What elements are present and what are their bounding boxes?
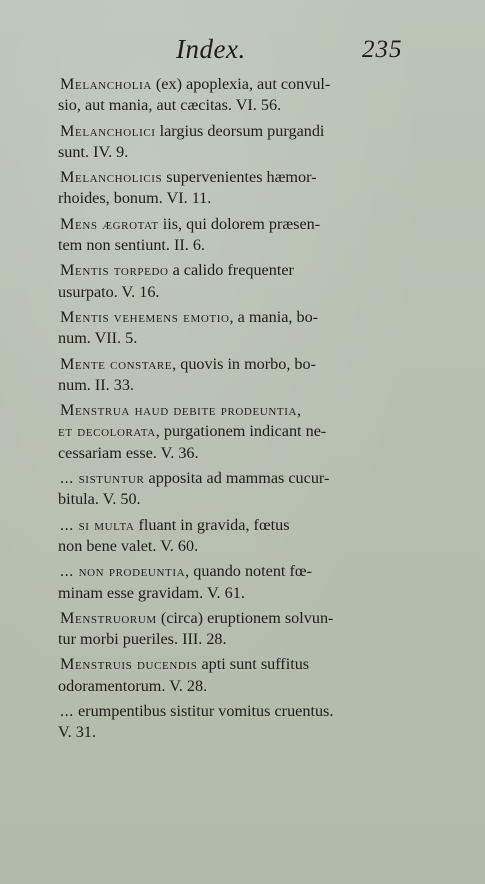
entry-text: , (297, 401, 302, 420)
entry-line (60, 307, 410, 328)
entry-text: largius deorsum purgandi (155, 121, 325, 140)
entry-heading: ... non prodeuntia (60, 562, 186, 581)
entry-line: tem non sentiunt. II. 6. (58, 236, 206, 255)
index-entry (60, 468, 410, 511)
entry-text: , quovis in morbo, bo- (172, 354, 317, 373)
entry-heading: Menstrua haud debite prodeuntia (60, 401, 298, 420)
entry-line (60, 515, 410, 536)
entry-line: V. 31. (58, 723, 96, 742)
entry-line (60, 121, 410, 142)
index-list (60, 74, 410, 748)
entry-line (60, 400, 410, 421)
entry-text: , quando notent fœ- (185, 562, 312, 581)
entry-line (60, 354, 410, 375)
entry-line (60, 214, 410, 235)
index-entry (60, 354, 410, 397)
index-entry (60, 654, 410, 697)
entry-heading-continued: et decolorata (58, 422, 156, 441)
entry-text: (ex) apoplexia, aut convul- (151, 75, 331, 93)
entry-line (60, 167, 410, 188)
entry-line: non bene valet. V. 60. (58, 536, 199, 555)
entry-text: apti sunt suffitus (197, 655, 310, 674)
index-entry (60, 74, 410, 117)
entry-text: supervenientes hæmor- (162, 168, 317, 187)
index-entry (60, 561, 410, 604)
entry-line: usurpato. V. 16. (58, 282, 160, 301)
entry-text: , a mania, bo- (229, 307, 319, 326)
index-entry (60, 608, 410, 651)
entry-line (58, 421, 410, 442)
entry-heading: Menstruorum (60, 608, 157, 627)
index-entry (60, 214, 410, 257)
entry-heading: ... (60, 702, 74, 721)
entry-line: sunt. IV. 9. (58, 142, 129, 161)
entry-heading: ... sistuntur (60, 469, 145, 488)
index-entry (60, 400, 410, 464)
entry-line (60, 701, 410, 722)
entry-line (60, 654, 410, 675)
entry-line: cessariam esse. V. 36. (58, 443, 199, 462)
entry-heading: Menstruis ducendis (60, 655, 198, 674)
entry-heading: Melancholia (60, 75, 152, 93)
index-entry (60, 121, 410, 164)
entry-line (60, 608, 410, 629)
index-entry (60, 307, 410, 350)
entry-line: odoramentorum. V. 28. (58, 676, 208, 695)
entry-line: num. II. 33. (58, 375, 134, 394)
entry-line: num. VII. 5. (58, 329, 138, 348)
page-header (0, 28, 485, 68)
index-entry (60, 260, 410, 303)
entry-line: tur morbi pueriles. III. 28. (58, 630, 227, 649)
entry-heading: Melancholici (60, 121, 156, 140)
entry-line: rhoides, bonum. VI. 11. (58, 189, 212, 208)
entry-heading: Mentis torpedo (60, 261, 169, 280)
running-title: Index. (176, 34, 246, 64)
entry-line (60, 260, 410, 281)
entry-text: erumpentibus sistitur vomitus cruentus. (73, 702, 334, 721)
index-entry (60, 701, 410, 744)
entry-line (60, 74, 410, 95)
entry-text: (circa) eruptionem solvun- (156, 608, 334, 627)
entry-text: fluant in gravida, fœtus (134, 515, 290, 534)
entry-heading: Mente constare (60, 354, 173, 373)
entry-text: apposita ad mammas cucur- (144, 469, 330, 488)
entry-text: , purgationem indicant ne- (155, 422, 327, 441)
page-number: 235 (362, 36, 403, 63)
entry-line (60, 561, 410, 582)
index-entry (60, 167, 410, 210)
entry-text: iis, qui dolorem præsen- (158, 214, 321, 233)
index-entry (60, 515, 410, 558)
entry-heading: Mens ægrotat (60, 214, 159, 233)
entry-line: minam esse gravidam. V. 61. (58, 583, 245, 602)
entry-line: sio, aut mania, aut cæcitas. VI. 56. (58, 96, 282, 115)
entry-text: a calido frequenter (168, 261, 294, 280)
entry-heading: Melancholicis (60, 168, 163, 187)
entry-heading: Mentis vehemens emotio (60, 307, 230, 326)
entry-line (60, 468, 410, 489)
entry-line: bitula. V. 50. (58, 490, 141, 509)
entry-heading: ... si multa (60, 515, 135, 534)
